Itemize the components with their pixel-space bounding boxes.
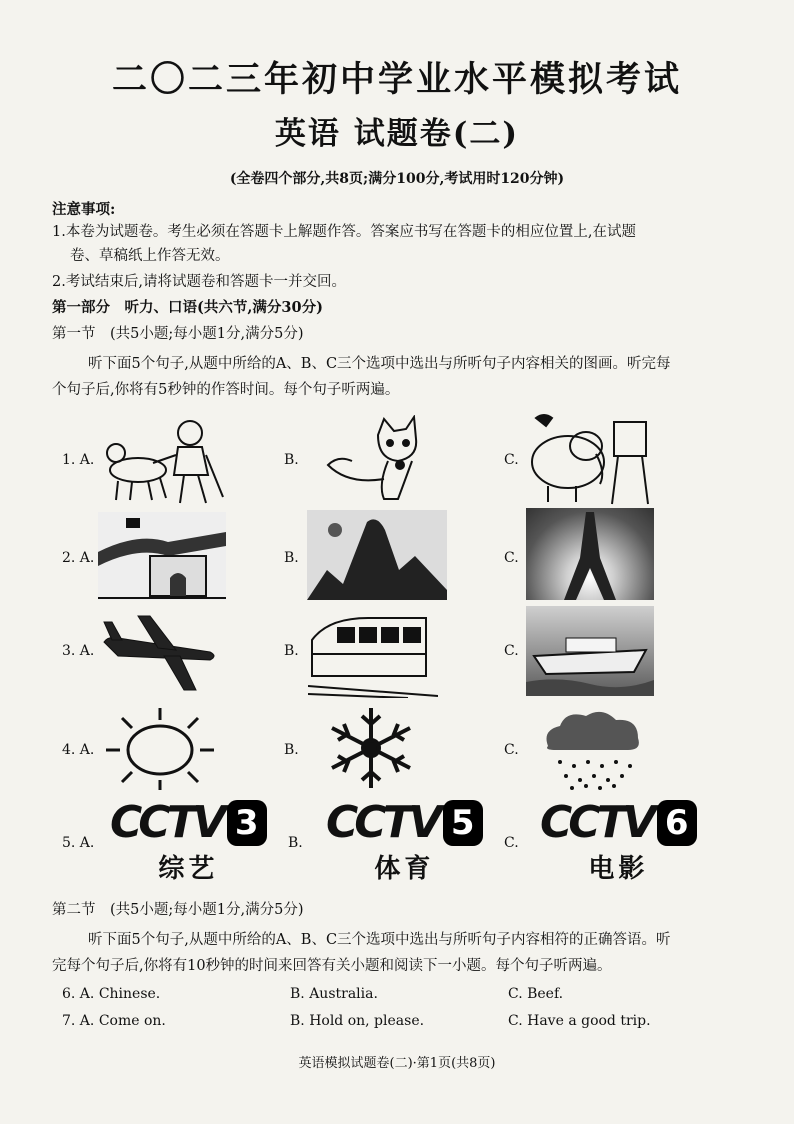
part1-heading: 第一部分 听力、口语(共六节,满分30分): [52, 299, 323, 316]
great-wall-picture: [98, 512, 226, 600]
eiffel-tower-picture: [526, 508, 654, 600]
q4-option-c-label: C.: [504, 742, 519, 758]
cctv6-number: 6: [657, 800, 697, 846]
q3-option-a-label: 3. A.: [62, 643, 95, 659]
q4-option-b-label: B.: [284, 742, 299, 758]
elephant-painting-picture: [526, 412, 656, 507]
exam-subtitle: 英语 试题卷(二): [274, 116, 520, 152]
section2-heading: 第二节 (共5小题;每小题1分,满分5分): [52, 902, 304, 918]
q3-option-c-label: C.: [504, 643, 519, 659]
q6-option-a: 6. A. Chinese.: [62, 986, 161, 1002]
q1-option-c-label: C.: [504, 452, 519, 468]
q4-option-a-label: 4. A.: [62, 742, 95, 758]
q3-option-b-label: B.: [284, 643, 299, 659]
q5-option-c-label: C.: [504, 835, 519, 851]
ship-picture: [526, 606, 654, 696]
q7-option-b: B. Hold on, please.: [290, 1013, 425, 1029]
mountains-picture: [307, 510, 447, 600]
cctv3-word: CCTV: [110, 797, 223, 848]
page-footer: 英语模拟试题卷(二)·第1页(共8页): [298, 1056, 496, 1071]
q2-option-b-label: B.: [284, 550, 299, 566]
q2-option-a-label: 2. A.: [62, 550, 95, 566]
cctv5-word: CCTV: [326, 797, 439, 848]
cctv3-number: 3: [227, 800, 267, 846]
train-picture: [308, 610, 438, 698]
q2-option-c-label: C.: [504, 550, 519, 566]
q1-option-a-label: 1. A.: [62, 452, 95, 468]
cctv6-word: CCTV: [540, 797, 653, 848]
airplane-picture: [98, 612, 220, 694]
section1-instruction-line-1: 听下面5个句子,从题中所给的A、B、C三个选项中选出与所听句子内容相关的图画。听完每: [88, 356, 671, 372]
sun-picture: [104, 706, 216, 790]
notice-item-2: 2.考试结束后,请将试题卷和答题卡一并交回。: [52, 274, 346, 290]
notice-item-1-line-2: 卷、草稿纸上作答无效。: [70, 248, 230, 264]
cctv5-logo: [326, 797, 483, 885]
cctv5-channel-name: 体育: [374, 854, 435, 884]
section1-instruction-line-2: 个句子后,你将有5秒钟的作答时间。每个句子听两遍。: [52, 382, 400, 398]
q1-option-b-label: B.: [284, 452, 299, 468]
q7-option-a: 7. A. Come on.: [62, 1013, 166, 1029]
section2-instruction-line-1: 听下面5个句子,从题中所给的A、B、C三个选项中选出与所听句子内容相符的正确答语。听: [88, 932, 671, 948]
section1-heading: 第一节 (共5小题;每小题1分,满分5分): [52, 326, 304, 342]
rain-cloud-picture: [538, 706, 646, 790]
cctv3-channel-name: 综艺: [158, 854, 219, 884]
notice-heading: 注意事项:: [52, 201, 116, 218]
cctv6-channel-name: 电影: [588, 854, 649, 884]
q7-option-c: C. Have a good trip.: [508, 1013, 651, 1029]
exam-info: (全卷四个部分,共8页;满分100分,考试用时120分钟): [229, 171, 565, 187]
q6-option-c: C. Beef.: [508, 986, 564, 1002]
q5-option-a-label: 5. A.: [62, 835, 95, 851]
q5-option-b-label: B.: [288, 835, 303, 851]
cctv6-logo: [540, 797, 697, 885]
cctv5-number: 5: [443, 800, 483, 846]
cctv3-logo: [110, 797, 267, 885]
snowflake-picture: [326, 706, 416, 790]
section2-instruction-line-2: 完每个句子后,你将有10秒钟的时间来回答有关小题和阅读下一小题。每个句子听两遍。: [52, 958, 612, 974]
cat-picture: [318, 415, 448, 505]
exam-title: 二〇二三年初中学业水平模拟考试: [111, 59, 682, 100]
q6-option-b: B. Australia.: [290, 986, 378, 1002]
guide-dog-picture: [98, 415, 230, 505]
notice-item-1-line-1: 1.本卷为试题卷。考生必须在答题卡上解题作答。答案应书写在答题卡的相应位置上,在试题: [52, 224, 636, 240]
